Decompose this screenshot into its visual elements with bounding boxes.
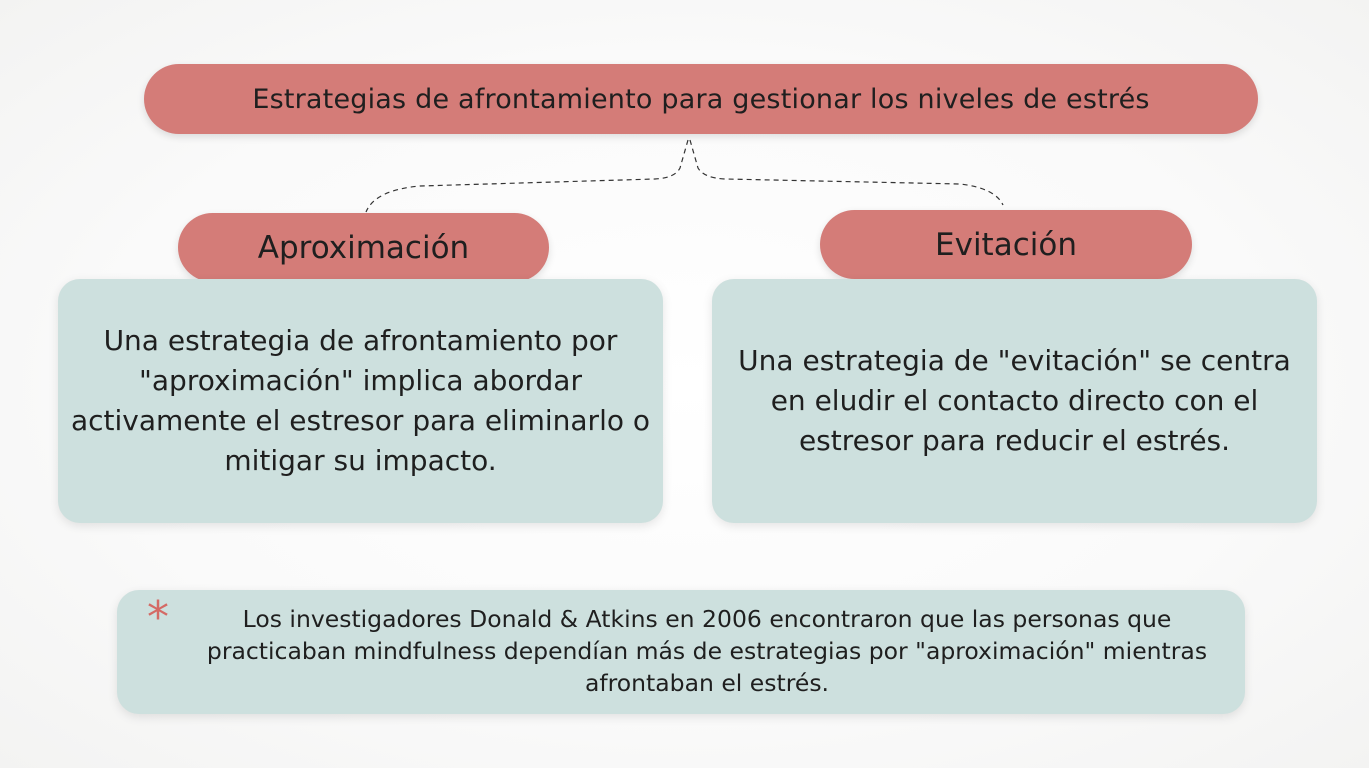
category-avoidance-pill xyxy=(820,210,1192,279)
approach-description: Una estrategia de afrontamiento por "aproximación" implica abordar activamente el estresor para eliminarlo o mitigar su impacto. xyxy=(70,324,651,477)
asterisk-icon: * xyxy=(147,592,169,643)
approach-description-box xyxy=(58,279,663,523)
category-approach-pill xyxy=(178,213,549,282)
connector-right xyxy=(690,140,1003,205)
title-pill xyxy=(144,64,1258,134)
diagram-title: Estrategias de afrontamiento para gestionar los niveles de estrés xyxy=(252,83,1150,115)
avoidance-description: Una estrategia de "evitación" se centra en eludir el contacto directo con el estresor para reducir el estrés. xyxy=(738,344,1291,457)
avoidance-description-box xyxy=(712,279,1317,523)
research-note-box xyxy=(117,590,1245,714)
category-avoidance-label: Evitación xyxy=(935,226,1077,263)
category-approach-label: Aproximación xyxy=(257,229,470,266)
connector-left xyxy=(366,140,688,212)
research-note-text: Los investigadores Donald & Atkins en 2006 encontraron que las personas que practicaban mindfulness dependían más de estrategias por "aproximación" mientras afrontaban el estrés. xyxy=(206,605,1208,697)
